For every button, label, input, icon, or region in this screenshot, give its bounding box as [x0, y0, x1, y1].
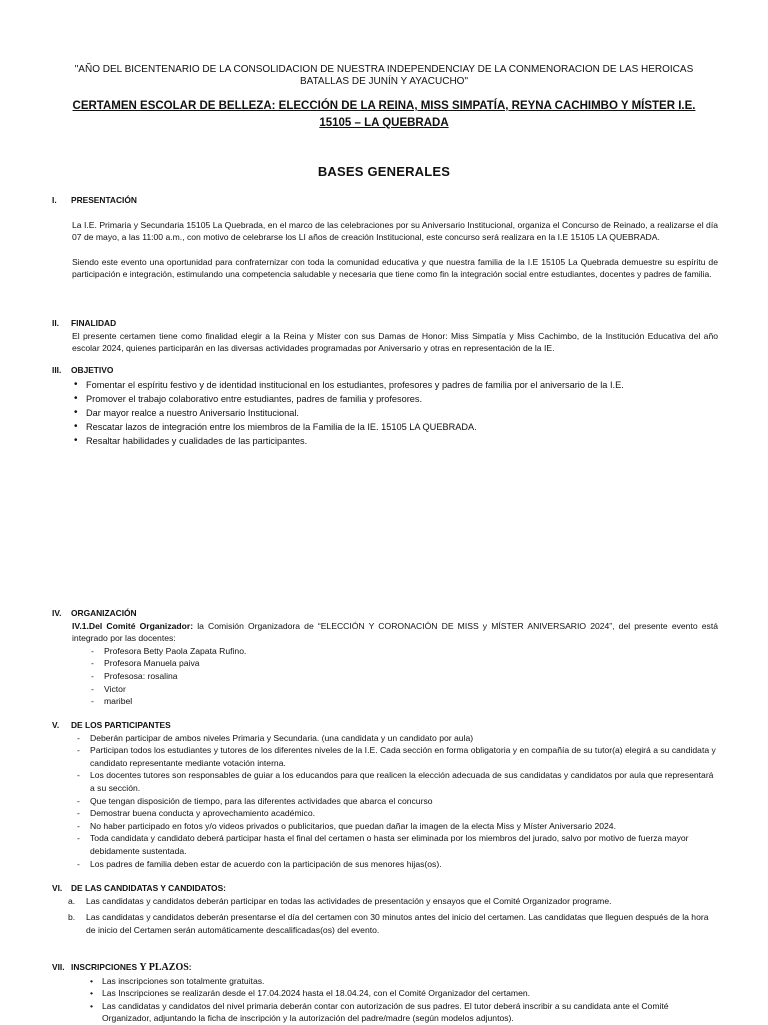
section-title: OBJETIVO — [71, 365, 114, 375]
section-finalidad — [52, 317, 718, 355]
list-item: - No haber participado en fotos y/o videos privados o publicitarios, que puedan dañar la imagen de la electa Miss y Míster Aniversario 2024. — [76, 820, 718, 833]
section-title: DE LAS CANDIDATAS Y CANDIDATOS: — [71, 883, 226, 893]
section-number: VII. — [52, 962, 65, 972]
section-inscripciones — [52, 961, 718, 1025]
list-item: - Profesosa: rosalina — [90, 670, 718, 683]
year-motto: "AÑO DEL BICENTENARIO DE LA CONSOLIDACION DE NUESTRA INDEPENDENCIAY DE LA CONMENORACION DE LAS HEROICAS BATALLAS DE JUNÍN Y AYACUCHO" — [74, 64, 694, 87]
section-title-part: INSCRIPCIONES — [71, 962, 140, 972]
list-item: - Victor — [90, 683, 718, 696]
section-organizacion — [52, 607, 718, 708]
list-item: • Resaltar habilidades y cualidades de las participantes. — [72, 434, 718, 448]
participants-list — [52, 732, 718, 871]
paragraph: La I.E. Primaria y Secundaria 15105 La Quebrada, en el marco de las celebraciones por su Aniversario Institucional, organiza el Concurso de Reinado, a realizarse el día 07 de mayo, a las 11:00 a.m., con motivo de celebrarse los LI años de creación Institucional, este concurso será realizara en la I.E 15105 LA QUEBRADA. — [72, 219, 718, 243]
section-objetivo — [52, 364, 718, 448]
section-heading — [52, 719, 718, 732]
section-heading — [52, 882, 718, 895]
list-item — [68, 895, 718, 908]
list-item: - Participan todos los estudiantes y tutores de los diferentes niveles de la I.E. Cada sección en forma obligatoria y en compañía de su tutor(a) elegirá a su candidata y candidato representante mediante votación interna. — [76, 744, 718, 769]
section-number: III. — [52, 365, 62, 375]
list-item-text: Las candidatas y candidatos deberán participar en todas las actividades de presentación y ensayos que el Comité Organizador programe. — [86, 895, 612, 906]
list-item: • Dar mayor realce a nuestro Aniversario Institucional. — [72, 406, 718, 420]
section-body — [72, 620, 718, 645]
section-heading — [52, 317, 718, 330]
document-title: CERTAMEN ESCOLAR DE BELLEZA: ELECCIÓN DE LA REINA, MISS SIMPATÍA, REYNA CACHIMBO Y MÍSTER I.E. 15105 – LA QUEBRADA — [72, 100, 696, 129]
list-item: - Los docentes tutores son responsables de guiar a los educandos para que realicen la elección adecuada de sus candidatas y candidatos por aula que representará a su sección. — [76, 769, 718, 794]
section-title: DE LOS PARTICIPANTES — [71, 720, 171, 730]
list-item: - Toda candidata y candidato deberá participar hasta el final del certamen o hasta ser eliminada por los miembros del jurado, salvo por motivo de fuerza mayor debidamente sustentada. — [76, 832, 718, 857]
list-item: • Las inscripciones son totalmente gratuitas. — [88, 975, 718, 988]
section-title: FINALIDAD — [71, 318, 117, 328]
section-presentacion — [52, 194, 718, 281]
list-item: - Demostrar buena conducta y aprovechamiento académico. — [76, 807, 718, 820]
objective-list — [52, 378, 718, 448]
list-item: - Deberán participar de ambos niveles Primaria y Secundaria. (una candidata y un candidato por aula) — [76, 732, 718, 745]
list-item: - maribel — [90, 695, 718, 708]
section-heading — [52, 961, 718, 975]
paragraph: Siendo este evento una oportunidad para confraternizar con toda la comunidad educativa y que nuestra familia de la I.E 15105 La Quebrada demuestre su espíritu de participación e integración, estimulando una competencia saludable y necesaria que tiene como fin la integración social entre estudiantes, docentes y padres de familia. — [72, 256, 718, 280]
list-item: • Promover el trabajo colaborativo entre estudiantes, padres de familia y profesores. — [72, 392, 718, 406]
list-item: - Que tengan disposición de tiempo, para las diferentes actividades que abarca el concurso — [76, 795, 718, 808]
subsection-label: IV.1.Del Comité Organizador: — [72, 620, 194, 631]
section-heading — [52, 194, 718, 207]
list-item: • Rescatar lazos de integración entre los miembros de la Familia de la IE. 15105 LA QUEBRADA. — [72, 420, 718, 434]
section-heading — [52, 364, 718, 377]
list-marker: a. — [68, 895, 76, 906]
list-item: - Profesora Manuela paiva — [90, 657, 718, 670]
section-title — [71, 961, 192, 975]
section-candidatas — [52, 882, 718, 940]
section-title-part: : — [188, 962, 192, 972]
list-item-text: Las candidatas y candidatos deberán presentarse el día del certamen con 30 minutos antes del inicio del certamen. Las candidatas que lleguen después de la hora de inicio del Certamen serán automáticamente descalificadas(os) del evento. — [86, 912, 709, 935]
section-number: IV. — [52, 608, 62, 618]
registration-list — [52, 975, 718, 1025]
list-marker: b. — [68, 912, 76, 923]
section-heading — [52, 607, 718, 620]
committee-members-list — [52, 645, 718, 708]
section-number: V. — [52, 720, 60, 730]
list-item: • Las candidatas y candidatos del nivel primaria deberán contar con autorización de sus padres. El tutor deberá inscribir a su candidata ante el Comité Organizador, adjuntando la ficha de inscripción y la autorización del padre/madre (según modelos adjuntos). — [88, 1000, 718, 1025]
section-participantes — [52, 719, 718, 870]
list-item: • Fomentar el espíritu festivo y de identidad institucional en los estudiantes, profesores y padres de familia por el aniversario de la I.E. — [72, 378, 718, 392]
section-body — [72, 219, 718, 281]
committee-paragraph — [72, 620, 718, 645]
section-number: II. — [52, 318, 59, 328]
list-item — [68, 911, 718, 936]
list-item: • Las Inscripciones se realizarán desde el 17.04.2024 hasta el 18.04.24, con el Comité Organizador del certamen. — [88, 987, 718, 1000]
section-title-part: Y PLAZOS — [139, 962, 189, 973]
candidates-list — [52, 895, 718, 937]
section-title: ORGANIZACIÓN — [71, 608, 137, 618]
section-title: PRESENTACIÓN — [71, 195, 137, 205]
list-item: - Los padres de familia deben estar de acuerdo con la participación de sus menores hijas(os). — [76, 858, 718, 871]
subsection-text: la Comisión Organizadora de “ELECCIÓN Y CORONACIÓN DE MISS y MÍSTER ANIVERSARIO 2024”, del presente evento está integrado por las docentes: — [72, 620, 718, 644]
section-body — [72, 330, 718, 355]
section-number: I. — [52, 195, 57, 205]
list-item: - Profesora Betty Paola Zapata Rufino. — [90, 645, 718, 658]
section-number: VI. — [52, 883, 63, 893]
document-subtitle: BASES GENERALES — [317, 164, 451, 179]
paragraph: El presente certamen tiene como finalidad elegir a la Reina y Míster con sus Damas de Honor: Miss Simpatía y Miss Cachimbo, de la Institución Educativa del año escolar 2024, quienes participarán en las diversas actividades programadas por Aniversario y otras en representación de la IE. — [72, 330, 718, 354]
